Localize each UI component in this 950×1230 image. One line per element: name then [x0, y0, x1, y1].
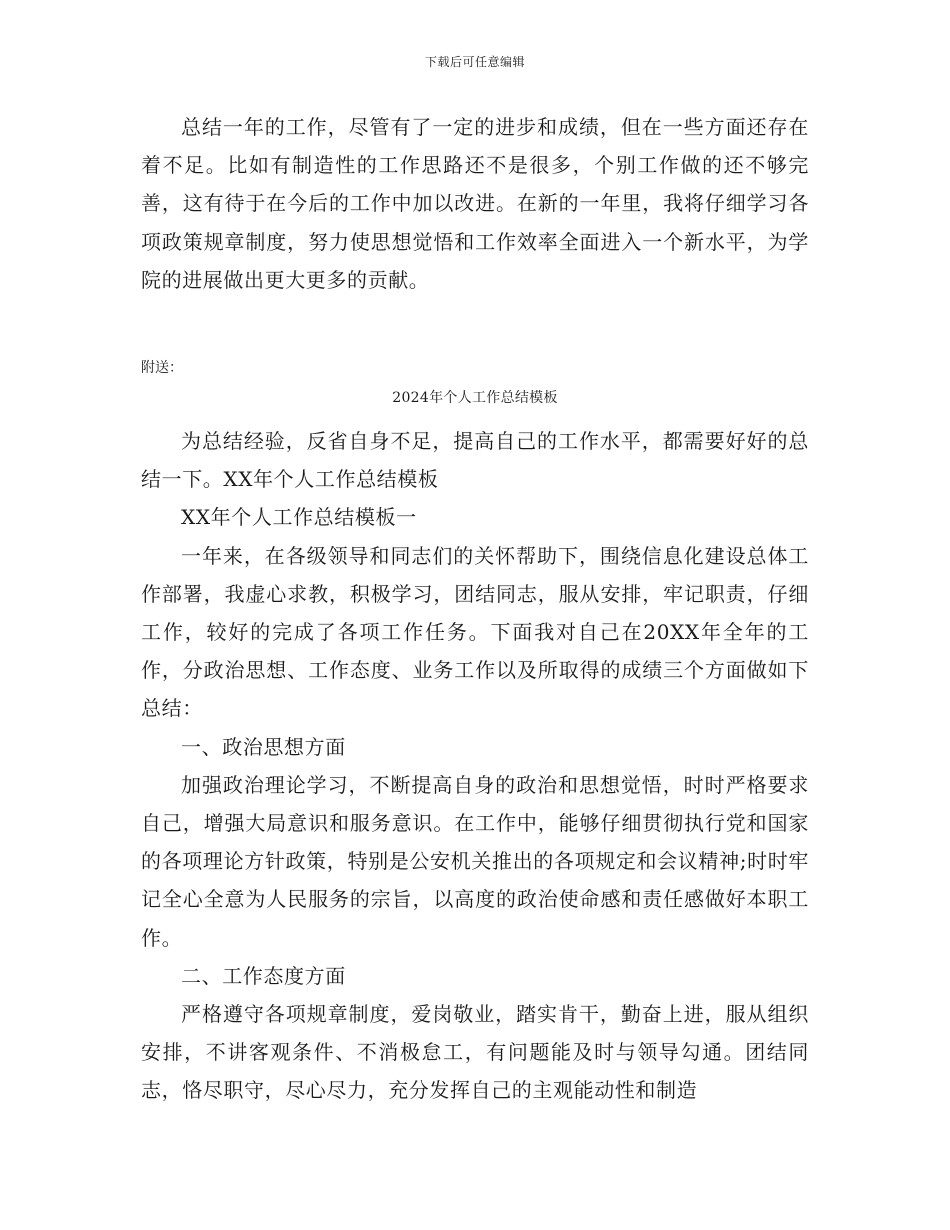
- section-heading-attitude: 二、工作态度方面: [181, 963, 346, 988]
- body-paragraph-intro: 为总结经验，反省自身不足，提高自己的工作水平，都需要好好的总结一下。XX年个人工作总结模板: [141, 429, 809, 492]
- attachment-label: 附送：: [141, 360, 183, 377]
- spacer: [141, 299, 809, 357]
- body-subtitle-template-one: XX年个人工作总结模板一: [181, 505, 417, 530]
- summary-paragraph: 总结一年的工作，尽管有了一定的进步和成绩，但在一些方面还存在着不足。比如有制造性的工作思路还不是很多，个别工作做的还不够完善，这有待于在今后的工作中加以改进。在新的一年里，我将仔细学习各项政策规章制度，努力使思想觉悟和工作效率全面进入一个新水平，为学院的进展做出更大更多的贡献。: [141, 115, 809, 292]
- body-paragraph-political: 加强政治理论学习，不断提高自身的政治和思想觉悟，时时严格要求自己，增强大局意识和服务意识。在工作中，能够仔细贯彻执行党和国家的各项理论方针政策，特别是公安机关推出的各项规定和会议精神;时时牢记全心全意为人民服务的宗旨，以高度的政治使命感和责任感做好本职工作。: [141, 772, 809, 950]
- attachment-title: 2024年个人工作总结模板: [392, 390, 558, 407]
- page-header: 下载后可任意编辑: [424, 55, 525, 69]
- body-paragraph-overview: 一年来，在各级领导和同志们的关怀帮助下，围绕信息化建设总体工作部署，我虚心求教，积极学习，团结同志，服从安排，牢记职责，仔细工作，较好的完成了各项工作任务。下面我对自己在20XX年全年的工作，分政治思想、工作态度、业务工作以及所取得的成绩三个方面做如下总结：: [141, 543, 809, 721]
- section-heading-political: 一、政治思想方面: [181, 734, 346, 759]
- body-paragraph-attitude: 严格遵守各项规章制度，爱岗敬业，踏实肯干，勤奋上进，服从组织安排，不讲客观条件、不消极怠工，有问题能及时与领导勾通。团结同志，恪尽职守，尽心尽力，充分发挥自己的主观能动性和制造: [141, 1002, 809, 1103]
- document-body: [141, 108, 809, 1110]
